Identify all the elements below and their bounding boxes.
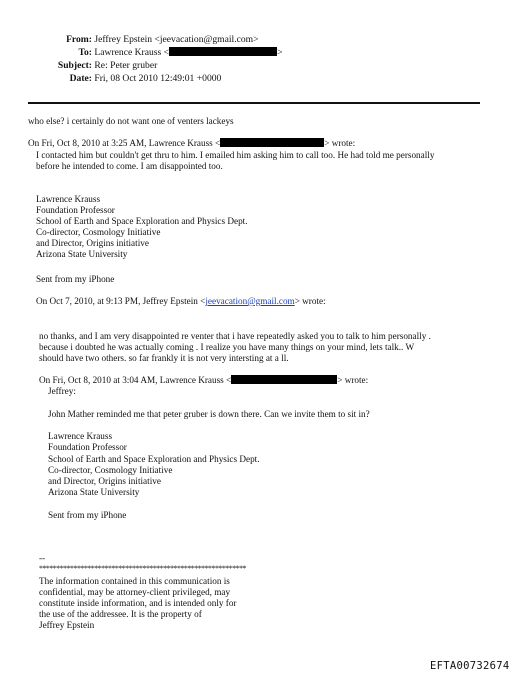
- signature1-line: School of Earth and Space Exploration and Physics Dept.: [36, 216, 248, 226]
- from-label: From:: [66, 34, 92, 45]
- to-label: To:: [78, 47, 92, 58]
- redaction-bar: [220, 138, 324, 147]
- signature1-line: Lawrence Krauss: [36, 194, 101, 204]
- disclaimer-line: Jeffrey Epstein: [39, 620, 95, 630]
- signature1-line: Arizona State University: [36, 249, 128, 259]
- quote1-intro-prefix: On Fri, Oct 8, 2010 at 3:25 AM, Lawrence Krauss <: [28, 138, 221, 148]
- quote1-intro-suffix: > wrote:: [324, 138, 356, 148]
- redaction-bar: [231, 375, 337, 384]
- quote2-intro-suffix: > wrote:: [294, 296, 326, 306]
- signature2-line: and Director, Origins initiative: [48, 476, 161, 486]
- signature1-line: and Director, Origins initiative: [36, 238, 149, 248]
- quote1-text-line1: I contacted him but couldn't get thru to him. I emailed him asking him to call too. He had told me personally: [36, 150, 435, 160]
- date-label: Date:: [69, 73, 92, 84]
- header-subject: [28, 60, 157, 72]
- signature2-line: Lawrence Krauss: [48, 431, 113, 441]
- quote1-text-line2: before he intended to come. I am disappointed too.: [36, 161, 223, 171]
- quote2-intro-prefix: On Oct 7, 2010, at 9:13 PM, Jeffrey Epstein <: [36, 296, 206, 306]
- star-separator: ************************************************************: [39, 564, 247, 573]
- disclaimer-line: The information contained in this communication is: [39, 576, 230, 586]
- signature2-line: Arizona State University: [48, 487, 140, 497]
- header-from: [28, 34, 259, 46]
- header-divider: [28, 102, 480, 104]
- quote2-text-line2: because i doubted he was actually coming . I realize you have many things on your mind, lets talk.. W: [39, 342, 415, 352]
- quote3-greeting: Jeffrey:: [48, 386, 76, 396]
- quote3-text: John Mather reminded me that peter gruber is down there. Can we invite them to sit in?: [48, 409, 370, 419]
- subject-label: Subject:: [57, 60, 92, 71]
- quote3-intro: [39, 375, 368, 386]
- quote1-intro: [28, 138, 355, 149]
- signature-dashes: --: [39, 553, 46, 563]
- quote3-intro-suffix: > wrote:: [337, 375, 369, 385]
- signature2-line: Co-director, Cosmology Initiative: [48, 465, 173, 475]
- from-value: Jeffrey Epstein <jeevacation@gmail.com>: [94, 34, 259, 45]
- bates-number: EFTA00732674: [430, 660, 510, 672]
- quote2-text-line1: no thanks, and I am very disappointed re venter that i have repeatedly asked you to talk to him personally .: [39, 331, 431, 341]
- sent-from-1: Sent from my iPhone: [36, 274, 115, 284]
- signature2-line: School of Earth and Space Exploration and Physics Dept.: [48, 454, 260, 464]
- signature1-line: Foundation Professor: [36, 205, 115, 215]
- disclaimer-line: constitute inside information, and is intended only for: [39, 598, 237, 608]
- reply-text: who else? i certainly do not want one of venters lackeys: [28, 116, 234, 126]
- email-link[interactable]: jeevacation@gmail.com: [205, 296, 295, 306]
- quote3-intro-prefix: On Fri, Oct 8, 2010 at 3:04 AM, Lawrence Krauss <: [39, 375, 232, 385]
- disclaimer-line: confidential, may be attorney-client privileged, may: [39, 587, 231, 597]
- redaction-bar: [169, 47, 277, 56]
- to-value: Lawrence Krauss <: [94, 47, 170, 58]
- subject-value: Re: Peter gruber: [94, 60, 158, 71]
- date-value: Fri, 08 Oct 2010 12:49:01 +0000: [94, 73, 222, 84]
- signature2-line: Foundation Professor: [48, 442, 127, 452]
- header-to: [28, 47, 283, 59]
- disclaimer-line: the use of the addressee. It is the property of: [39, 609, 202, 619]
- header-date: [28, 73, 221, 85]
- quote2-intro: [36, 296, 326, 307]
- signature1-line: Co-director, Cosmology Initiative: [36, 227, 161, 237]
- sent-from-2: Sent from my iPhone: [48, 510, 127, 520]
- quote2-text-line3: should have two others. so far frankly it is not very intersting at a ll.: [39, 353, 289, 363]
- to-suffix: >: [277, 47, 283, 58]
